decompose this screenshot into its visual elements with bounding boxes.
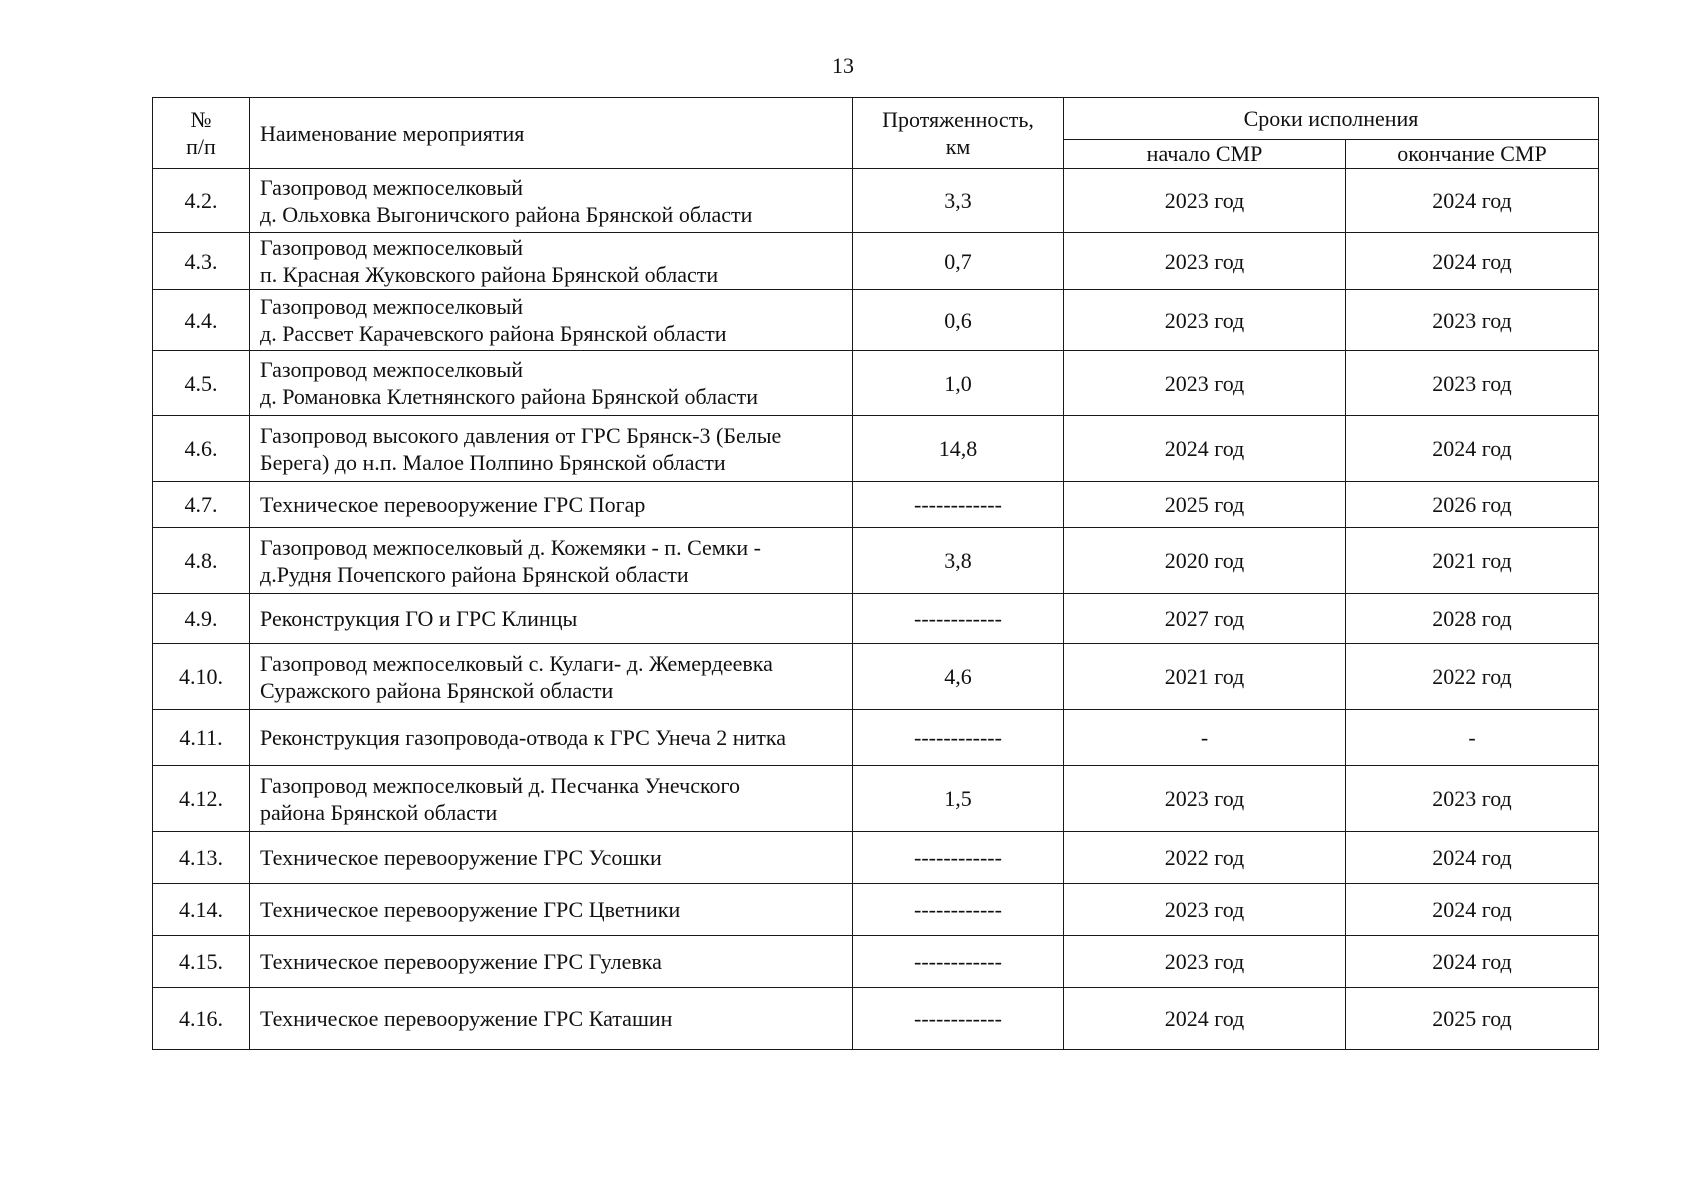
row-start: 2023 год [1064, 936, 1346, 988]
row-name-line: Техническое перевооружение ГРС Усошки [260, 845, 662, 870]
row-start: 2023 год [1064, 233, 1346, 290]
row-length: 14,8 [853, 416, 1064, 482]
row-length: ------------ [853, 482, 1064, 528]
row-start: - [1064, 710, 1346, 766]
table-row [153, 233, 1599, 290]
row-length: 0,6 [853, 290, 1064, 351]
header-length-line: Протяженность, [882, 107, 1034, 132]
row-number: 4.11. [153, 710, 250, 766]
row-name-line: Берега) до н.п. Малое Полпино Брянской области [260, 449, 726, 475]
row-start: 2023 год [1064, 884, 1346, 936]
row-name [250, 766, 853, 832]
row-name-line: Газопровод межпоселковый [260, 174, 524, 200]
row-length: 1,0 [853, 351, 1064, 416]
row-end: 2024 год [1346, 169, 1599, 233]
table-row [153, 594, 1599, 644]
row-name-line: Газопровод межпоселковый д. Песчанка Унечского [260, 772, 741, 798]
row-end: 2021 год [1346, 528, 1599, 594]
row-name [250, 594, 853, 644]
table-row [153, 482, 1599, 528]
row-name-line: Газопровод высокого давления от ГРС Брянск-3 (Белые [260, 422, 782, 448]
table-row [153, 766, 1599, 832]
row-name [250, 884, 853, 936]
row-end: 2023 год [1346, 351, 1599, 416]
row-name [250, 482, 853, 528]
table-row [153, 644, 1599, 710]
row-name-line: п. Красная Жуковского района Брянской области [260, 262, 719, 287]
row-number: 4.4. [153, 290, 250, 351]
table-row [153, 884, 1599, 936]
row-length: ------------ [853, 988, 1064, 1050]
table-row [153, 832, 1599, 884]
row-start: 2023 год [1064, 766, 1346, 832]
row-end: 2024 год [1346, 832, 1599, 884]
header-number [153, 98, 250, 169]
row-name-line: д. Ольховка Выгоничского района Брянской области [260, 201, 753, 227]
row-name [250, 644, 853, 710]
row-number: 4.8. [153, 528, 250, 594]
table-row [153, 988, 1599, 1050]
row-start: 2023 год [1064, 169, 1346, 233]
measures-table [152, 97, 1599, 1050]
row-end: 2024 год [1346, 233, 1599, 290]
row-length: ------------ [853, 710, 1064, 766]
row-end: 2024 год [1346, 884, 1599, 936]
row-name-line: Техническое перевооружение ГРС Цветники [260, 897, 681, 922]
table-row [153, 710, 1599, 766]
table-row [153, 936, 1599, 988]
row-name-line: д. Романовка Клетнянского района Брянской области [260, 384, 759, 409]
row-name [250, 351, 853, 416]
row-start: 2021 год [1064, 644, 1346, 710]
row-name-line: района Брянской области [260, 799, 498, 825]
row-end: 2022 год [1346, 644, 1599, 710]
row-length: ------------ [853, 594, 1064, 644]
row-number: 4.15. [153, 936, 250, 988]
header-number-line: п/п [186, 134, 216, 159]
header-number-line: № [190, 107, 212, 132]
row-start: 2023 год [1064, 351, 1346, 416]
row-start: 2025 год [1064, 482, 1346, 528]
row-number: 4.16. [153, 988, 250, 1050]
row-name-line: Техническое перевооружение ГРС Каташин [260, 1006, 673, 1031]
row-name-line: Суражского района Брянской области [260, 677, 614, 703]
row-number: 4.2. [153, 169, 250, 233]
row-end: 2023 год [1346, 290, 1599, 351]
row-number: 4.14. [153, 884, 250, 936]
row-name-line: Газопровод межпоселковый [260, 235, 524, 260]
page-number: 13 [832, 53, 854, 78]
row-name-line: Газопровод межпоселковый [260, 294, 524, 319]
row-name-line: д. Рассвет Карачевского района Брянской области [260, 321, 727, 346]
table-header-row [153, 98, 1599, 140]
row-name-line: Техническое перевооружение ГРС Гулевка [260, 949, 662, 974]
row-number: 4.10. [153, 644, 250, 710]
row-number: 4.13. [153, 832, 250, 884]
row-name [250, 416, 853, 482]
row-length: 3,3 [853, 169, 1064, 233]
row-end: - [1346, 710, 1599, 766]
header-terms: Сроки исполнения [1064, 98, 1599, 140]
row-length: ------------ [853, 884, 1064, 936]
row-length: ------------ [853, 832, 1064, 884]
row-length: ------------ [853, 936, 1064, 988]
table-body [153, 169, 1599, 1050]
row-length: 4,6 [853, 644, 1064, 710]
table-row [153, 528, 1599, 594]
row-name [250, 528, 853, 594]
header-start: начало СМР [1064, 139, 1346, 168]
row-name [250, 169, 853, 233]
row-name-line: Реконструкция ГО и ГРС Клинцы [260, 606, 578, 631]
row-start: 2027 год [1064, 594, 1346, 644]
row-length: 0,7 [853, 233, 1064, 290]
row-end: 2023 год [1346, 766, 1599, 832]
row-name-line: Техническое перевооружение ГРС Погар [260, 492, 646, 517]
row-number: 4.3. [153, 233, 250, 290]
row-name-line: Реконструкция газопровода-отвода к ГРС Унеча 2 нитка [260, 725, 786, 750]
row-number: 4.6. [153, 416, 250, 482]
row-name-line: Газопровод межпоселковый [260, 357, 524, 382]
header-end: окончание СМР [1346, 139, 1599, 168]
row-start: 2023 год [1064, 290, 1346, 351]
row-length: 3,8 [853, 528, 1064, 594]
row-name [250, 936, 853, 988]
row-number: 4.9. [153, 594, 250, 644]
row-name-line: д.Рудня Почепского района Брянской области [260, 561, 689, 587]
row-name [250, 832, 853, 884]
row-end: 2026 год [1346, 482, 1599, 528]
header-name: Наименование мероприятия [250, 98, 853, 169]
row-number: 4.12. [153, 766, 250, 832]
row-name-line: Газопровод межпоселковый с. Кулаги- д. Жемердеевка [260, 650, 773, 676]
table-row [153, 169, 1599, 233]
row-start: 2022 год [1064, 832, 1346, 884]
row-name [250, 233, 853, 290]
table-row [153, 416, 1599, 482]
table-row [153, 351, 1599, 416]
row-number: 4.5. [153, 351, 250, 416]
row-start: 2020 год [1064, 528, 1346, 594]
header-length [853, 98, 1064, 169]
row-name [250, 290, 853, 351]
header-length-line: км [945, 134, 971, 159]
row-name-line: Газопровод межпоселковый д. Кожемяки - п. Семки - [260, 534, 761, 560]
row-number: 4.7. [153, 482, 250, 528]
row-end: 2024 год [1346, 416, 1599, 482]
row-length: 1,5 [853, 766, 1064, 832]
row-end: 2028 год [1346, 594, 1599, 644]
row-end: 2024 год [1346, 936, 1599, 988]
table-row [153, 290, 1599, 351]
row-start: 2024 год [1064, 988, 1346, 1050]
row-end: 2025 год [1346, 988, 1599, 1050]
row-name [250, 988, 853, 1050]
row-name [250, 710, 853, 766]
row-start: 2024 год [1064, 416, 1346, 482]
